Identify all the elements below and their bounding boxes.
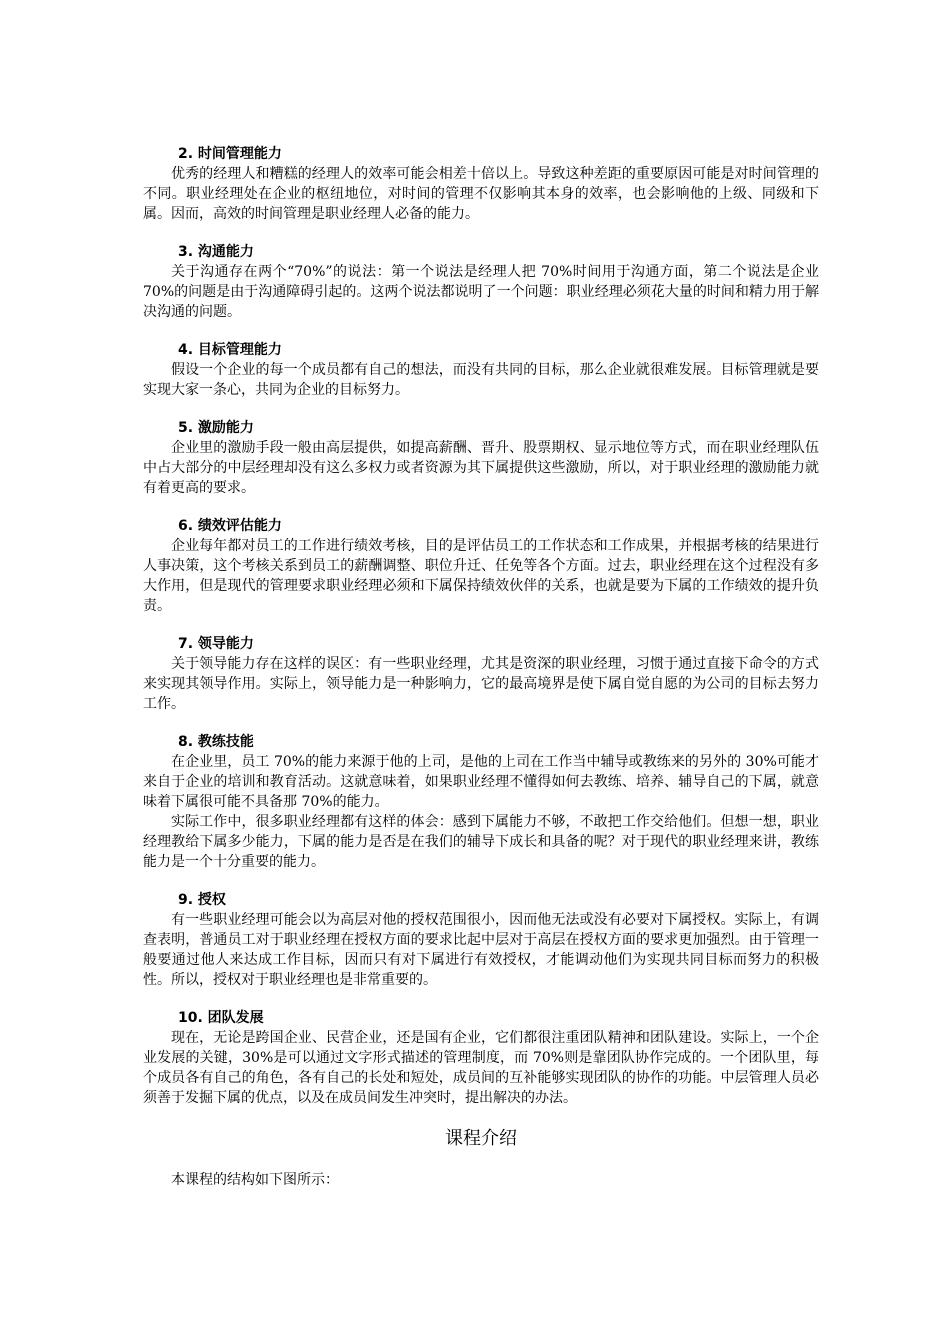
- section-paragraph: 有一些职业经理可能会以为高层对他的授权范围很小，因而他无法或没有必要对下属授权。实际上，有调查表明，普通员工对于职业经理在授权方面的要求比起中层对于高层在授权方面的要求更加强烈。由于管理一般要通过他人来达成工作目标，因而只有对下属进行有效授权，才能调动他们为实现共同目标而努力的积极性。所以，授权对于职业经理也是非常重要的。: [143, 912, 819, 988]
- section: [143, 144, 819, 224]
- section-paragraph: 在企业里，员工 70%的能力来源于他的上司，是他的上司在工作当中辅导或教练来的另外的 30%可能才来自于企业的培训和教育活动。这就意味着，如果职业经理不懂得如何去教练、培养、辅导自己的下属，就意味着下属很可能不具备那 70%的能力。: [143, 754, 819, 810]
- section-heading: 9. 授权: [178, 892, 226, 908]
- section-paragraph: 实际工作中，很多职业经理都有这样的体会：感到下属能力不够，不敢把工作交给他们。但想一想，职业经理教给下属多少能力，下属的能力是否是在我们的辅导下成长和具备的呢？对于现代的职业经理来讲，教练能力是一个十分重要的能力。: [143, 814, 819, 870]
- section: [143, 634, 819, 714]
- section-paragraph: 假设一个企业的每一个成员都有自己的想法，而没有共同的目标，那么企业就很难发展。目标管理就是要实现大家一条心，共同为企业的目标努力。: [143, 362, 819, 398]
- section: [143, 1008, 819, 1108]
- section-heading: 2. 时间管理能力: [178, 146, 282, 162]
- section-heading: 7. 领导能力: [178, 636, 254, 652]
- section: [143, 242, 819, 322]
- section-paragraph: 企业每年都对员工的工作进行绩效考核，目的是评估员工的工作状态和工作成果，并根据考核的结果进行人事决策，这个考核关系到员工的薪酬调整、职位升迁、任免等各个方面。过去，职业经理在这个过程没有多大作用，但是现代的管理要求职业经理必须和下属保持绩效伙伴的关系，也就是要为下属的工作绩效的提升负责。: [143, 538, 819, 614]
- section: [143, 340, 819, 400]
- section-heading: 4. 目标管理能力: [178, 342, 282, 358]
- section-paragraph: 企业里的激励手段一般由高层提供，如提高薪酬、晋升、股票期权、显示地位等方式，而在职业经理队伍中占大部分的中层经理却没有这么多权力或者资源为其下属提供这些激励，所以，对于职业经理的激励能力就有着更高的要求。: [143, 440, 819, 496]
- sections-container: [143, 144, 819, 1108]
- section-heading: 5. 激励能力: [178, 420, 254, 436]
- section-paragraph: 关于沟通存在两个“70%”的说法：第一个说法是经理人把 70%时间用于沟通方面，第二个说法是企业 70%的问题是由于沟通障碍引起的。这两个说法都说明了一个问题：职业经理必须花大量的时间和精力用于解决沟通的问题。: [143, 264, 819, 320]
- course-title: 课程介绍: [445, 1128, 517, 1149]
- document-page: [143, 144, 819, 1190]
- section-heading: 10. 团队发展: [178, 1010, 264, 1026]
- section: [143, 516, 819, 616]
- section: [143, 418, 819, 498]
- section-paragraph: 关于领导能力存在这样的误区：有一些职业经理，尤其是资深的职业经理，习惯于通过直接下命令的方式来实现其领导作用。实际上，领导能力是一种影响力，它的最高境界是使下属自觉自愿的为公司的目标去努力工作。: [143, 656, 819, 712]
- section: [143, 732, 819, 872]
- section-paragraph: 优秀的经理人和糟糕的经理人的效率可能会相差十倍以上。导致这种差距的重要原因可能是对时间管理的不同。职业经理处在企业的枢纽地位，对时间的管理不仅影响其本身的效率，也会影响他的上级、同级和下属。因而，高效的时间管理是职业经理人必备的能力。: [143, 166, 819, 222]
- section-paragraph: 现在，无论是跨国企业、民营企业，还是国有企业，它们都很注重团队精神和团队建设。实际上，一个企业发展的关键，30%是可以通过文字形式描述的管理制度，而 70%则是靠团队协作完成的。一个团队里，每个成员各有自己的角色，各有自己的长处和短处，成员间的互补能够实现团队的协作的功能。中层管理人员必须善于发掘下属的优点，以及在成员间发生冲突时，提出解决的办法。: [143, 1030, 819, 1106]
- section-heading: 6. 绩效评估能力: [178, 518, 282, 534]
- section-heading: 3. 沟通能力: [178, 244, 254, 260]
- section-heading: 8. 教练技能: [178, 734, 254, 750]
- course-intro: 本课程的结构如下图所示：: [171, 1172, 339, 1188]
- section: [143, 890, 819, 990]
